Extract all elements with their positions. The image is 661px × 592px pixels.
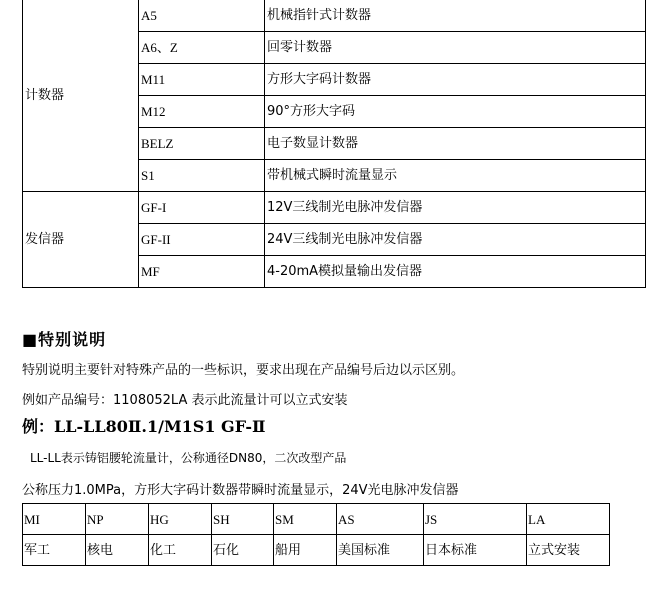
meaning-row xyxy=(23,535,610,566)
code-cell: SM xyxy=(274,504,337,535)
category-cell: 计数器 xyxy=(23,0,139,192)
code-cell: JS xyxy=(424,504,527,535)
code-row xyxy=(23,504,610,535)
code-cell: MF xyxy=(139,256,265,288)
meaning-cell: 立式安装 xyxy=(527,535,610,566)
special-note-line: 特别说明主要针对特殊产品的一些标识，要求出现在产品编号后边以示区别。 xyxy=(22,363,465,378)
meaning-cell: 石化 xyxy=(212,535,274,566)
description-cell: 90°方形大字码 xyxy=(265,96,646,128)
description-cell: 电子数显计数器 xyxy=(265,128,646,160)
model-explanation-line: LL-LL表示铸铝腰轮流量计，公称通径DN80，二次改型产品 xyxy=(30,451,347,465)
code-cell: M12 xyxy=(139,96,265,128)
product-number-example-line: 例如产品编号：1108052LA 表示此流量计可以立式安装 xyxy=(22,393,348,408)
meaning-cell: 核电 xyxy=(86,535,149,566)
description-cell: 4-20mA模拟量输出发信器 xyxy=(265,256,646,288)
description-cell: 12V三线制光电脉冲发信器 xyxy=(265,192,646,224)
code-cell: NP xyxy=(86,504,149,535)
description-cell: 方形大字码计数器 xyxy=(265,64,646,96)
section-heading: ■特别说明 xyxy=(22,330,107,349)
meaning-cell: 化工 xyxy=(149,535,212,566)
description-cell: 24V三线制光电脉冲发信器 xyxy=(265,224,646,256)
meaning-cell: 美国标准 xyxy=(337,535,424,566)
counter-sender-table xyxy=(22,0,646,288)
code-cell: MI xyxy=(23,504,86,535)
category-cell: 发信器 xyxy=(23,192,139,288)
code-cell: GF-II xyxy=(139,224,265,256)
code-cell: SH xyxy=(212,504,274,535)
description-cell: 机械指针式计数器 xyxy=(265,0,646,32)
meaning-cell: 船用 xyxy=(274,535,337,566)
meaning-cell: 日本标准 xyxy=(424,535,527,566)
code-cell: A5 xyxy=(139,0,265,32)
code-cell: LA xyxy=(527,504,610,535)
code-cell: S1 xyxy=(139,160,265,192)
description-cell: 带机械式瞬时流量显示 xyxy=(265,160,646,192)
example-model-code: 例：LL-LL80Ⅱ.1/M1S1 GF-Ⅱ xyxy=(22,417,266,436)
description-cell: 回零计数器 xyxy=(265,32,646,64)
code-cell: AS xyxy=(337,504,424,535)
table-row xyxy=(23,192,646,224)
code-cell: HG xyxy=(149,504,212,535)
code-cell: A6、Z xyxy=(139,32,265,64)
code-cell: M11 xyxy=(139,64,265,96)
model-explanation-line-2: 公称压力1.0MPa，方形大字码计数器带瞬时流量显示，24V光电脉冲发信器 xyxy=(22,483,459,498)
meaning-cell: 军工 xyxy=(23,535,86,566)
code-cell: BELZ xyxy=(139,128,265,160)
code-cell: GF-I xyxy=(139,192,265,224)
special-code-table xyxy=(22,503,610,566)
table-row xyxy=(23,0,646,32)
